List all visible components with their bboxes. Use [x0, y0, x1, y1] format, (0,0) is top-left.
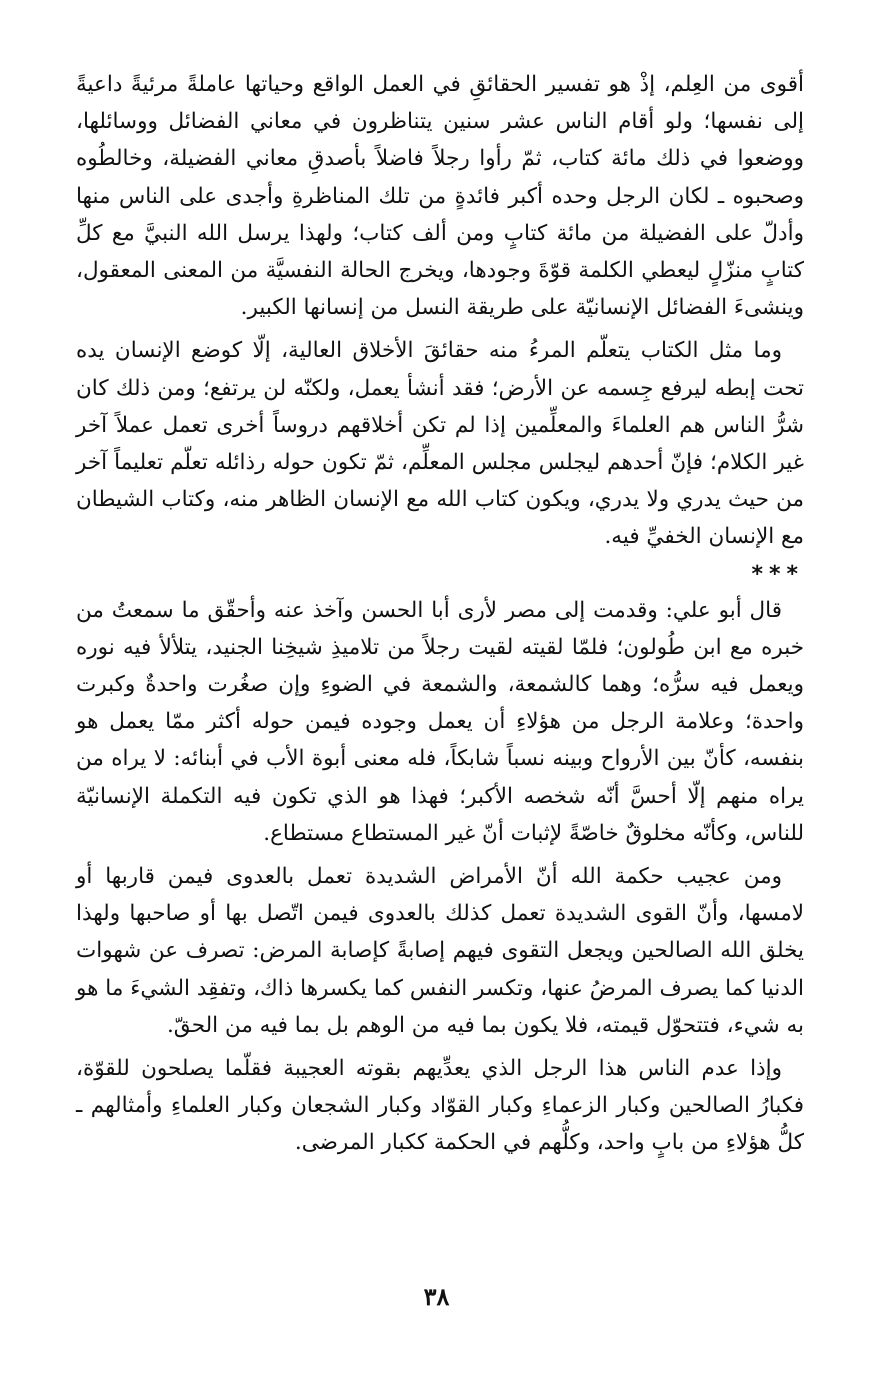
page-body [76, 62, 804, 1162]
section-separator: *** [751, 561, 804, 587]
paragraph-4: ومن عجيب حكمة الله أنّ الأمراض الشديدة تعمل بالعدوى فيمن قاربها أو لامسها، وأنّ القوى الشديدة تعمل كذلك بالعدوى فيمن اتّصل بها أو صاحبها ولهذا يخلق الله الصالحين ويجعل التقوى فيهم إصابةً كإصابة المرض: تصرف عن شهوات الدنيا كما يصرف المرضُ عنها، وتكسر النفس كما يكسرها ذاك، وتفقِد الشيءَ ما هو به شيء، فتتحوّل قيمته، فلا يكون بما فيه من الوهم بل بما فيه من الحقّ. [76, 864, 805, 1038]
paragraph-5: وإذا عدم الناس هذا الرجل الذي يعدِّيهم بقوته العجيبة فقلّما يصلحون للقوّة، فكبارُ الصالحين وكبار الزعماءِ وكبار القوّاد وكبار الشجعان وكبار العلماءِ وأمثالهم ـ كلُّ هؤلاءِ من بابٍ واحد، وكلُّهم في الحكمة ككبار المرضى. [76, 1056, 804, 1156]
paragraph-1: أقوى من العِلم، إذْ هو تفسير الحقائقِ في العمل الواقع وحياتها عاملةً مرئيةً داعيةً إلى نفسها؛ ولو أقام الناس عشر سنين يتناظرون في معاني الفضائل ووسائلها، ووضعوا في ذلك مائة كتاب، ثمّ رأوا رجلاً فاضلاً بأصدقِ معاني الفضيلة، وخالطُوه وصحبوه ـ لكان الرجل وحده أكبر فائدةٍ من تلك المناظرةِ وأجدى على الناس منها وأدلّ على الفضيلة من مائة كتابٍ ومن ألف كتاب؛ ولهذا يرسل الله النبيَّ مع كلِّ كتابٍ منزّلٍ ليعطي الكلمة قوّةَ وجودها، ويخرج الحالة النفسيَّة من المعنى المعقول، وينشىءَ الفضائل الإنسانيّة على طريقة النسل من إنسانها الكبير. [76, 72, 804, 321]
paragraph-2: وما مثل الكتاب يتعلّم المرءُ منه حقائقَ الأخلاق العالية، إلّا كوضع الإنسان يده تحت إبطه ليرفع جِسمه عن الأرض؛ فقد أنشأ يعمل، ولكنّه لن يرتفع؛ ومن ذلك كان شرُّ الناس هم العلماءَ والمعلِّمين إذا لم تكن أخلاقهم دروساً أخرى تعمل عملاً آخر غير الكلام؛ فإنّ أحدهم ليجلس مجلس المعلِّم، ثمّ تكون حوله رذائله تعلّم تعليماً آخر من حيث يدري ولا يدري، ويكون كتاب الله مع الإنسان الظاهر منه، وكتاب الشيطان مع الإنسان الخفيِّ فيه. [76, 338, 804, 550]
paragraph-3: قال أبو علي: وقدمت إلى مصر لأرى أبا الحسن وآخذ عنه وأحقّق ما سمعتُ من خبره مع ابن طُولون؛ فلمّا لقيته لقيت رجلاً من تلاميذِ شيخِنا الجنيد، يتلألأ فيه نوره ويعمل فيه سرُّه؛ وهما كالشمعة، والشمعة في الضوءِ وإن صغُرت واحدةٌ وكبرت واحدة؛ وعلامة الرجل من هؤلاءِ أن يعمل وجوده فيمن حوله أكثر ممّا يعمل هو بنفسه، كأنّ بين الأرواح وبينه نسباً شابكاً، فله معنى أبوة الأب في أبنائه: لا يراه من يراه منهم إلّا أحسَّ أنّه شخصه الأكبر؛ فهذا هو الذي تكون فيه التكملة الإنسانيّة للناس، وكأنّه مخلوقٌ خاصّةً لإثبات أنّ غير المستطاع مستطاع. [76, 597, 804, 846]
page-number: ٣٨ [423, 1282, 450, 1311]
